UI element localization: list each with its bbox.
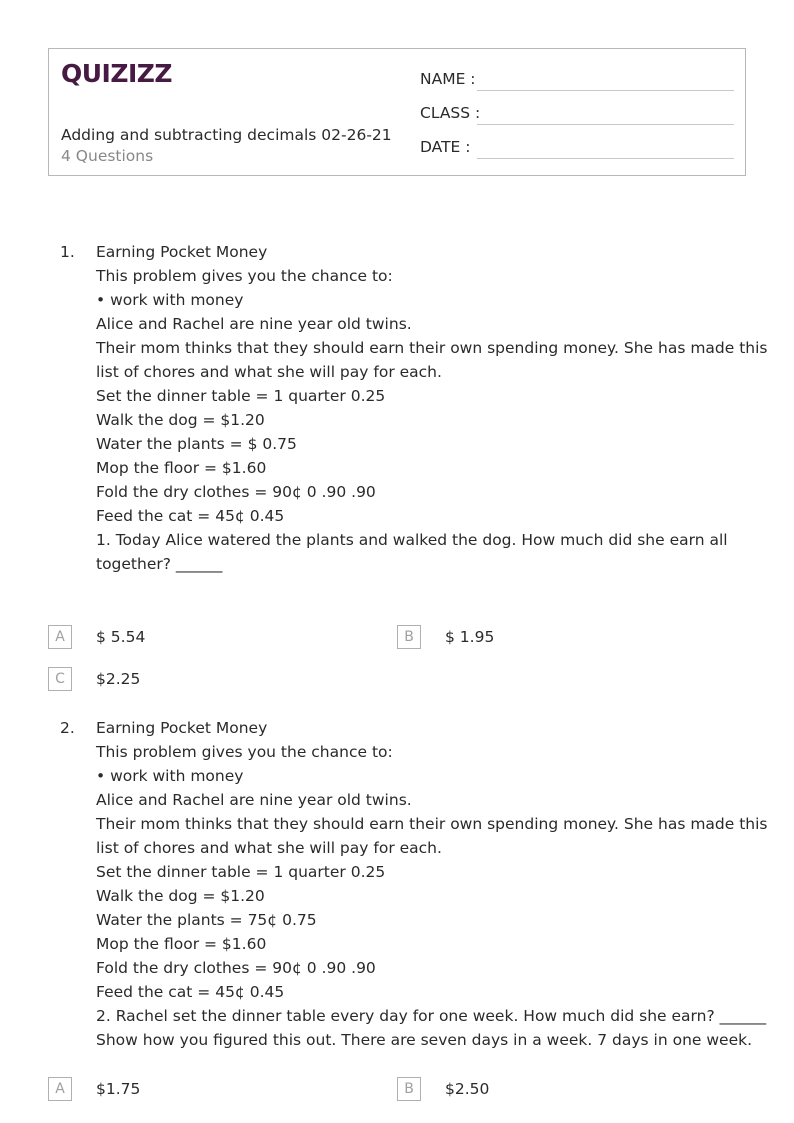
question-text: [96, 240, 768, 576]
question-number: 2.: [60, 719, 75, 737]
class-field[interactable]: [420, 101, 734, 125]
question-line: Feed the cat = 45¢ 0.45: [96, 507, 285, 525]
question-line: Earning Pocket Money: [96, 719, 268, 737]
option-text: $ 1.95: [445, 628, 495, 646]
option-text: $2.25: [96, 670, 141, 688]
question-line: • work with money: [96, 291, 244, 309]
name-field[interactable]: [420, 67, 734, 91]
question-line: Earning Pocket Money: [96, 243, 268, 261]
question-line: Water the plants = $ 0.75: [96, 435, 297, 453]
quizizz-logo: QUIZIZZ: [61, 59, 173, 88]
question-line: Set the dinner table = 1 quarter 0.25: [96, 387, 386, 405]
question-line: Show how you figured this out. There are seven days in a week. 7 days in one week.: [96, 1031, 753, 1049]
question-line: Their mom thinks that they should earn their own spending money. She has made this: [96, 815, 768, 833]
question-line: list of chores and what she will pay for each.: [96, 839, 442, 857]
question-text: [96, 716, 768, 1052]
option-text: $2.50: [445, 1080, 490, 1098]
class-label: CLASS :: [420, 104, 481, 122]
question-line: • work with money: [96, 767, 244, 785]
option-letter-box[interactable]: A: [48, 1077, 72, 1101]
question-line: This problem gives you the chance to:: [96, 743, 393, 761]
question-line: Their mom thinks that they should earn their own spending money. She has made this: [96, 339, 768, 357]
question-line: Water the plants = 75¢ 0.75: [96, 911, 317, 929]
question-line: Walk the dog = $1.20: [96, 887, 265, 905]
option-text: $ 5.54: [96, 628, 146, 646]
question-line: Mop the floor = $1.60: [96, 935, 267, 953]
class-line[interactable]: [477, 124, 734, 125]
worksheet-title: Adding and subtracting decimals 02-26-21: [61, 126, 392, 144]
question-line: Feed the cat = 45¢ 0.45: [96, 983, 285, 1001]
option-letter-box[interactable]: A: [48, 625, 72, 649]
name-label: NAME :: [420, 70, 476, 88]
option-letter-box[interactable]: B: [397, 1077, 421, 1101]
question-line: Fold the dry clothes = 90¢ 0 .90 .90: [96, 483, 376, 501]
question-line: Walk the dog = $1.20: [96, 411, 265, 429]
question-line: Fold the dry clothes = 90¢ 0 .90 .90: [96, 959, 376, 977]
question-line: Mop the floor = $1.60: [96, 459, 267, 477]
question-count: 4 Questions: [61, 147, 154, 165]
worksheet-header: [48, 48, 746, 176]
date-line[interactable]: [477, 158, 734, 159]
question-line: 2. Rachel set the dinner table every day for one week. How much did she earn? ______: [96, 1007, 767, 1025]
question-line: 1. Today Alice watered the plants and walked the dog. How much did she earn all: [96, 531, 728, 549]
date-field[interactable]: [420, 135, 734, 159]
option-text: $1.75: [96, 1080, 141, 1098]
question-line: Alice and Rachel are nine year old twins.: [96, 315, 412, 333]
question-line: This problem gives you the chance to:: [96, 267, 393, 285]
date-label: DATE :: [420, 138, 471, 156]
option-letter-box[interactable]: C: [48, 667, 72, 691]
question-number: 1.: [60, 243, 75, 261]
question-line: together? ______: [96, 555, 223, 573]
question-line: list of chores and what she will pay for each.: [96, 363, 442, 381]
name-line[interactable]: [477, 90, 734, 91]
question-line: Set the dinner table = 1 quarter 0.25: [96, 863, 386, 881]
option-letter-box[interactable]: B: [397, 625, 421, 649]
question-line: Alice and Rachel are nine year old twins.: [96, 791, 412, 809]
